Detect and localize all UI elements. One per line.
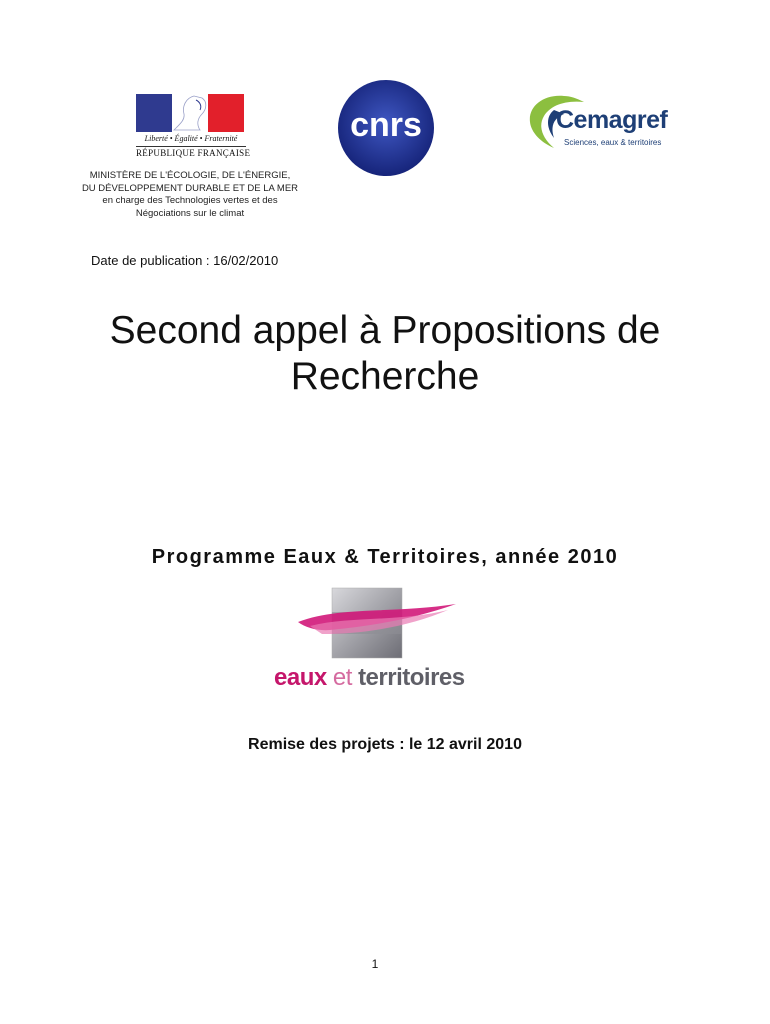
territoires-word: territoires — [358, 664, 465, 691]
eaux-et-territoires-logo — [270, 586, 500, 696]
ministry-name — [60, 170, 320, 220]
program-heading: Programme Eaux & Territoires, année 2010 — [151, 546, 619, 568]
marianne-icon — [166, 94, 218, 132]
republique-francaise-logo — [136, 94, 251, 164]
cnrs-logo-text: cnrs — [350, 106, 422, 144]
ministry-line: MINISTÈRE DE L'ÉCOLOGIE, DE L'ÉNERGIE, — [89, 170, 291, 181]
document-title — [60, 308, 710, 400]
title-line: Recherche — [290, 355, 480, 398]
cemagref-name: Cemagref — [556, 106, 668, 134]
ministry-line: Négociations sur le climat — [135, 207, 245, 219]
page-number: 1 — [371, 957, 379, 971]
submission-deadline: Remise des projets : le 12 avril 2010 — [248, 736, 522, 753]
ministry-line: en charge des Technologies vertes et des — [102, 195, 278, 206]
devise-text: Liberté • Égalité • Fraternité — [144, 134, 238, 143]
eaux-word: eaux — [274, 664, 327, 691]
cemagref-logo — [524, 92, 674, 158]
cemagref-tagline: Sciences, eaux & territoires — [564, 138, 662, 147]
republique-francaise-label: RÉPUBLIQUE FRANÇAISE — [136, 148, 251, 158]
eaux-swoosh-icon — [270, 586, 500, 666]
publication-date: Date de publication : 16/02/2010 — [91, 253, 279, 268]
title-line: Second appel à Propositions de — [109, 309, 661, 352]
et-word: et — [326, 664, 359, 691]
eaux-logo-text — [274, 664, 465, 692]
cnrs-logo — [336, 78, 436, 178]
ministry-line: DU DÉVELOPPEMENT DURABLE ET DE LA MER — [81, 182, 299, 194]
